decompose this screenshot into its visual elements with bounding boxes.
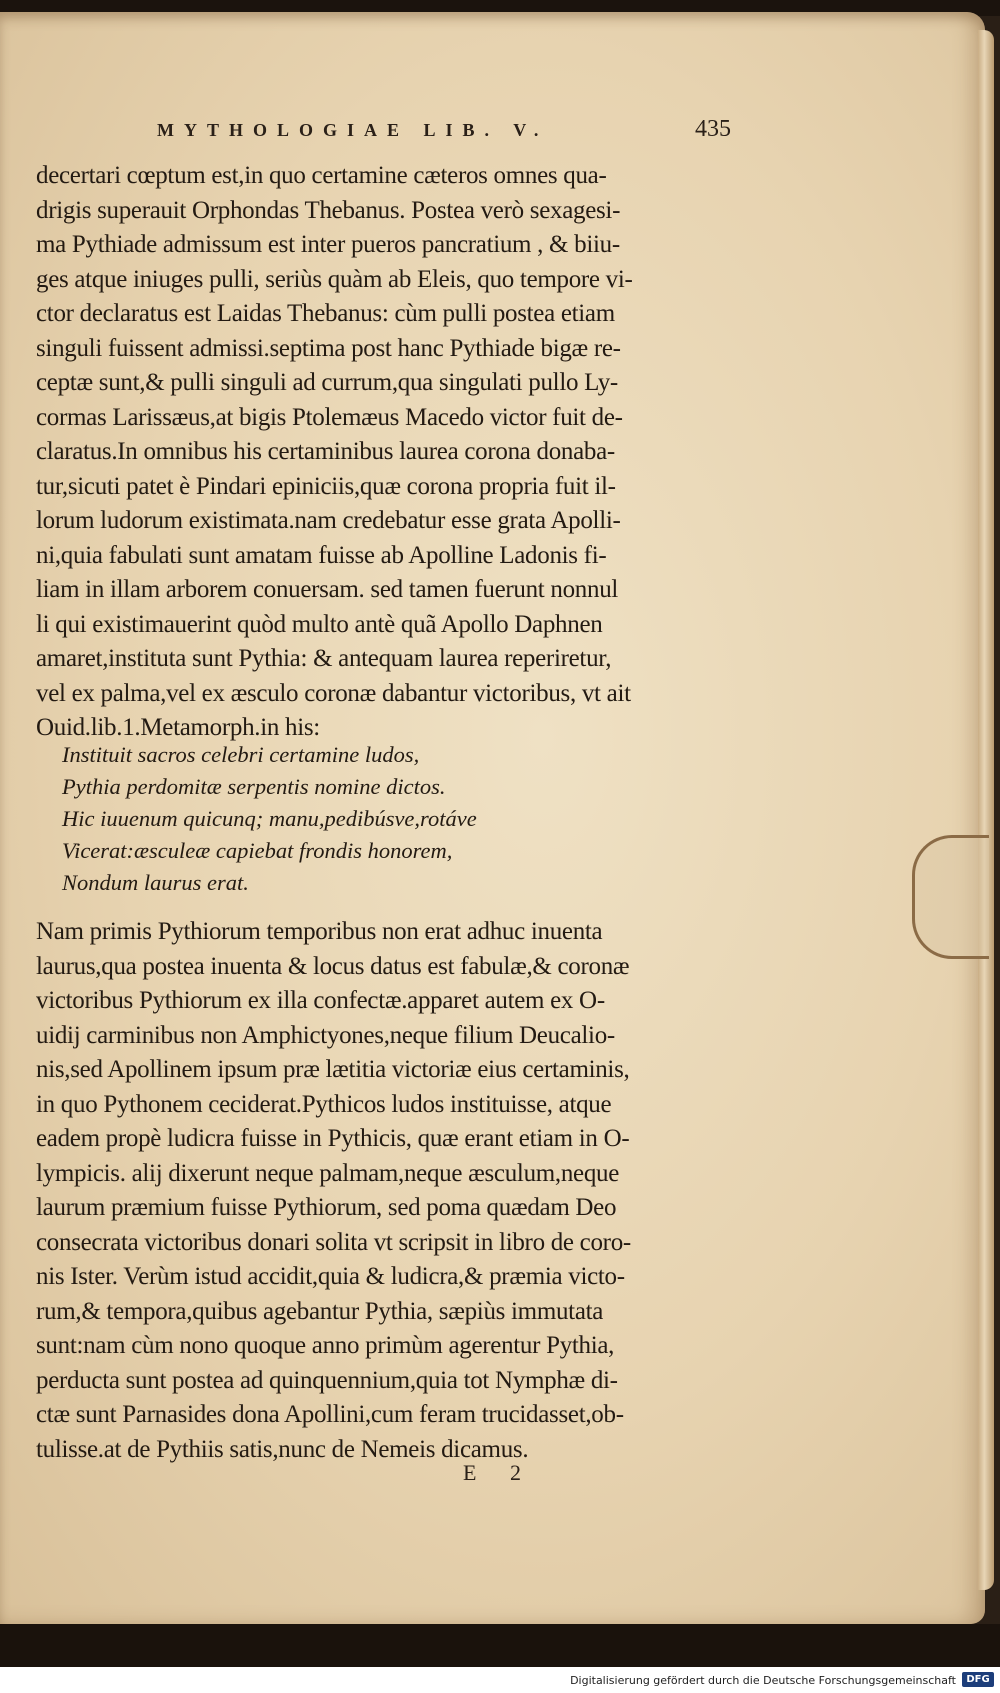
verse-line: Nondum laurus erat.	[62, 870, 249, 895]
text-line: li qui existimauerint quòd multo antè quã Apollo Daphnen	[36, 610, 603, 638]
text-line: perducta sunt postea ad quinquennium,quia tot Nymphæ di-	[36, 1366, 618, 1394]
text-line: rum,& tempora,quibus agebantur Pythia, sæpiùs immutata	[36, 1297, 604, 1325]
text-line: sunt:nam cùm nono quoque anno primùm agerentur Pythia,	[36, 1332, 615, 1359]
signature-mark: E 2	[463, 1460, 535, 1485]
text-line: nis,sed Apollinem ipsum præ lætitia victoriæ eius certaminis,	[36, 1056, 630, 1083]
verse-line: Hic iuuenum quicunq; manu,pedibúsve,rotáve	[62, 806, 477, 831]
text-line: decertari cœptum est,in quo certamine cæteros omnes qua-	[36, 162, 607, 189]
text-line: liam in illam arborem conuersam. sed tamen fuerunt nonnul	[36, 576, 619, 603]
text-line: consecrata victoribus donari solita vt scripsit in libro de coro-	[36, 1228, 631, 1256]
page-number: 435	[695, 116, 731, 142]
text-line: ni,quia fabulati sunt amatam fuisse ab Apolline Ladonis fi-	[36, 541, 607, 569]
text-line: victoribus Pythiorum ex illa confectæ.apparet autem ex O-	[36, 987, 605, 1014]
text-line: laurus,qua postea inuenta & locus datus est fabulæ,& coronæ	[36, 952, 630, 980]
text-line: lympicis. alij dixerunt neque palmam,neque æsculum,neque	[36, 1159, 620, 1187]
verse-line: Vicerat:æsculeæ capiebat frondis honorem,	[62, 838, 453, 863]
text-line: laurum præmium fuisse Pythiorum, sed poma quædam Deo	[36, 1194, 617, 1221]
dfg-logo: DFG	[962, 1672, 994, 1687]
text-line: eadem propè ludicra fuisse in Pythicis, quæ erant etiam in O-	[36, 1125, 630, 1152]
body-paragraph-2	[36, 915, 736, 1467]
text-line: lorum ludorum existimata.nam credebatur esse grata Apolli-	[36, 507, 621, 534]
text-line: nis Ister. Verùm istud accidit,quia & ludicra,& præmia victo-	[36, 1263, 625, 1290]
text-line: cormas Larissæus,at bigis Ptolemæus Macedo victor fuit de-	[36, 403, 623, 431]
text-line: ceptæ sunt,& pulli singuli ad currum,qua singulati pullo Ly-	[36, 369, 618, 396]
footer-credit: Digitalisierung gefördert durch die Deutsche Forschungsgemeinschaft	[570, 1674, 956, 1687]
book-clasp	[912, 835, 989, 959]
text-line: Ouid.lib.1.Metamorph.in his:	[36, 714, 320, 741]
text-line: ma Pythiade admissum est inter pueros pancratium , & biiu-	[36, 231, 620, 258]
text-line: in quo Pythonem ceciderat.Pythicos ludos instituisse, atque	[36, 1090, 612, 1118]
text-line: claratus.In omnibus his certaminibus laurea corona donaba-	[36, 438, 615, 465]
page-edge	[978, 30, 994, 1590]
verse-line: Pythia perdomitæ serpentis nomine dictos.	[62, 774, 446, 799]
text-line: ctor declaratus est Laidas Thebanus: cùm pulli postea etiam	[36, 300, 615, 327]
verse-line: Instituit sacros celebri certamine ludos,	[62, 742, 420, 767]
text-line: ctæ sunt Parnasides dona Apollini,cum feram trucidasset,ob-	[36, 1401, 624, 1428]
text-line: drigis superauit Orphondas Thebanus. Postea verò sexagesi-	[36, 196, 621, 224]
text-line: tulisse.at de Pythiis satis,nunc de Nemeis dicamus.	[36, 1435, 529, 1463]
text-line: vel ex palma,vel ex æsculo coronæ dabantur victoribus, vt ait	[36, 679, 631, 707]
verse-quotation	[62, 739, 662, 899]
text-line: tur,sicuti patet è Pindari epiniciis,quæ corona propria fuit il-	[36, 472, 616, 500]
bottom-edge	[0, 1624, 1000, 1667]
body-paragraph-1	[36, 159, 736, 746]
running-head: MYTHOLOGIAE LIB. V.	[157, 120, 549, 140]
text-line: Nam primis Pythiorum temporibus non erat adhuc inuenta	[36, 918, 603, 945]
text-line: amaret,instituta sunt Pythia: & antequam laurea reperiretur,	[36, 645, 612, 672]
text-line: uidij carminibus non Amphictyones,neque filium Deucalio-	[36, 1021, 615, 1049]
text-line: ges atque iniuges pulli, seriùs quàm ab Eleis, quo tempore vi-	[36, 265, 633, 293]
text-line: singuli fuissent admissi.septima post hanc Pythiade bigæ re-	[36, 334, 621, 362]
